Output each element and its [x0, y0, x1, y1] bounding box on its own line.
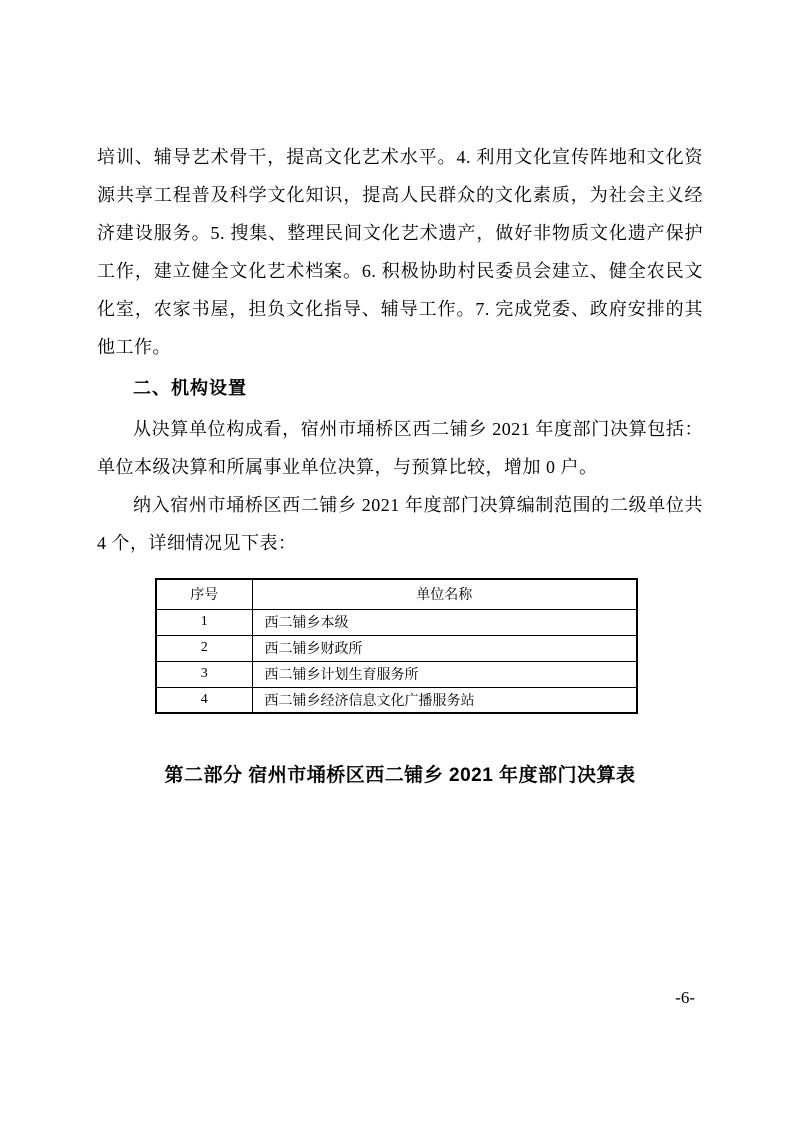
- unit-name-cell: 西二铺乡计划生育服务所: [252, 661, 637, 687]
- paragraph-duties-continued: 培训、辅导艺术骨干，提高文化艺术水平。4. 利用文化宣传阵地和文化资源共享工程普及科学文化知识，提高人民群众的文化素质，为社会主义经济建设服务。5. 搜集、整理民间文化艺术遗产，做好非物质文化遗产保护工作，建立健全文化艺术档案。6. 积极协助村民委员会建立、健全农民文化室，农家书屋，担负文化指导、辅导工作。7. 完成党委、政府安排的其他工作。: [97, 147, 703, 357]
- table-row: [156, 609, 637, 635]
- units-table: [155, 578, 638, 714]
- serial-cell: 3: [156, 661, 252, 687]
- table-header-row: [156, 579, 637, 609]
- table-row: [156, 661, 637, 687]
- paragraph-secondary-units: 纳入宿州市埇桥区西二铺乡 2021 年度部门决算编制范围的二级单位共 4 个，详细情况见下表：: [97, 495, 703, 553]
- header-unit-name: 单位名称: [252, 579, 637, 609]
- section-title-part-two: 第二部分 宿州市埇桥区西二铺乡 2021 年度部门决算表: [164, 765, 636, 786]
- page-content: [97, 138, 703, 787]
- page-number: -6-: [675, 988, 695, 1007]
- heading-organization-setup: 二、机构设置: [133, 378, 247, 398]
- serial-cell: 1: [156, 609, 252, 635]
- unit-name-cell: 西二铺乡财政所: [252, 635, 637, 661]
- serial-cell: 2: [156, 635, 252, 661]
- table-row: [156, 687, 637, 713]
- serial-cell: 4: [156, 687, 252, 713]
- units-table-header: [156, 579, 637, 609]
- paragraph-budget-composition: 从决算单位构成看，宿州市埇桥区西二铺乡 2021 年度部门决算包括：单位本级决算和所属事业单位决算，与预算比较，增加 0 户。: [97, 419, 703, 477]
- unit-name-cell: 西二铺乡经济信息文化广播服务站: [252, 687, 637, 713]
- table-row: [156, 635, 637, 661]
- header-serial-number: 序号: [156, 579, 252, 609]
- units-table-body: [156, 609, 637, 713]
- unit-name-cell: 西二铺乡本级: [252, 609, 637, 635]
